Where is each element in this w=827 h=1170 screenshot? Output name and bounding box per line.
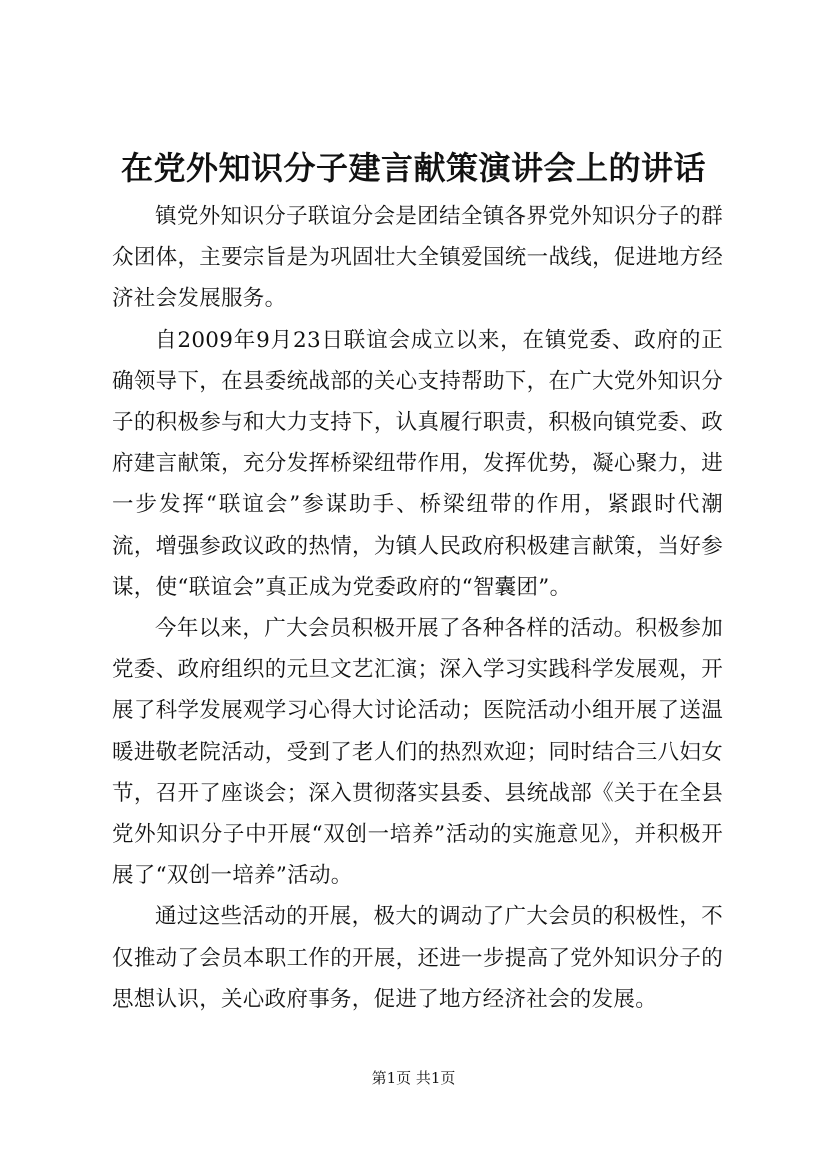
paragraph-2: 自2009年9月23日联谊会成立以来，在镇党委、政府的正确领导下，在县委统战部的关心支持帮助下，在广大党外知识分子的积极参与和大力支持下，认真履行职责，积极向镇党委、政府建言献策，充分发挥桥梁纽带作用，发挥优势，凝心聚力，进一步发挥“联谊会”参谋助手、桥梁纽带的作用，紧跟时代潮流，增强参政议政的热情，为镇人民政府积极建言献策，当好参谋，使“联谊会”真正成为党委政府的“智囊团”。 [112,327,723,600]
document-body [112,196,723,1020]
paragraph-4: 通过这些活动的开展，极大的调动了广大会员的积极性，不仅推动了会员本职工作的开展，还进一步提高了党外知识分子的思想认识，关心政府事务，促进了地方经济社会的发展。 [112,904,723,1012]
paragraph-3: 今年以来，广大会员积极开展了各种各样的活动。积极参加党委、政府组织的元旦文艺汇演；深入学习实践科学发展观，开展了科学发展观学习心得大讨论活动；医院活动小组开展了送温暖进敬老院活动，受到了老人们的热烈欢迎；同时结合三八妇女节，召开了座谈会；深入贯彻落实县委、县统战部《关于在全县党外知识分子中开展“双创一培养”活动的实施意见》，并积极开展了“双创一培养”活动。 [112,616,723,889]
paragraph-1: 镇党外知识分子联谊分会是团结全镇各界党外知识分子的群众团体，主要宗旨是为巩固壮大全镇爱国统一战线，促进地方经济社会发展服务。 [112,204,723,312]
document-title: 在党外知识分子建言献策演讲会上的讲话 [120,149,706,187]
page-number-footer: 第1页 共1页 [371,1069,456,1087]
